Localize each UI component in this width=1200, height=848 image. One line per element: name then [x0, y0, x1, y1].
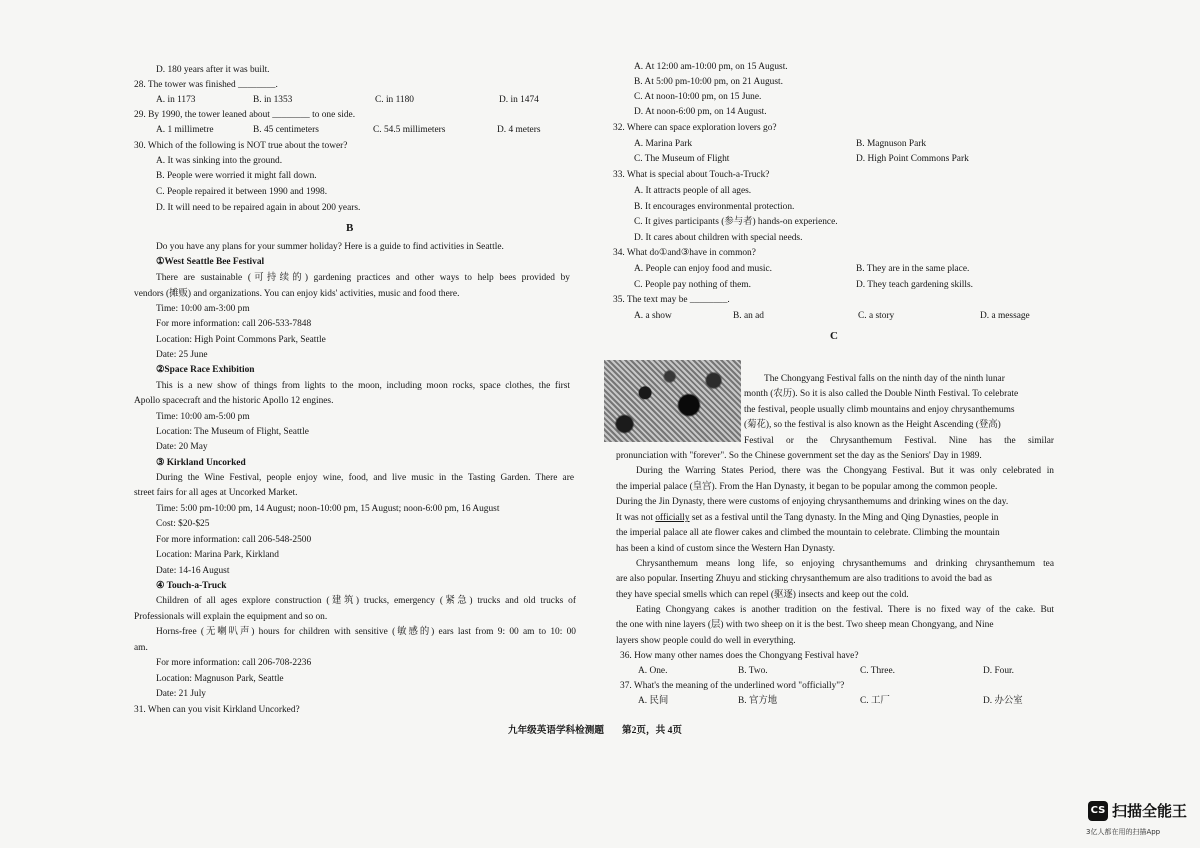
kirkland-desc-1: During the Wine Festival, people enjoy wine, food, and live music in the Tasting Garden. There are	[156, 473, 574, 483]
touch-a-truck-title: ④ Touch-a-Truck	[156, 581, 227, 591]
q34-option-a: A. People can enjoy food and music.	[634, 264, 772, 274]
q37-stem: 37. What's the meaning of the underlined word "officially"?	[620, 681, 845, 691]
space-race-location: Location: The Museum of Flight, Seattle	[156, 427, 309, 437]
q37-option-c: C. 工厂	[860, 696, 890, 706]
space-race-desc-2: Apollo spacecraft and the historic Apollo 12 engines.	[134, 396, 334, 406]
touch-a-truck-desc-1: Children of all ages explore construction (建筑) trucks, emergency (紧急) trucks and old trucks of	[156, 596, 576, 606]
space-race-title: ②Space Race Exhibition	[156, 365, 255, 375]
space-race-date: Date: 20 May	[156, 442, 208, 452]
section-c-heading: C	[830, 330, 838, 342]
q31-option-c: C. At noon-10:00 pm, on 15 June.	[634, 92, 762, 102]
bee-festival-title: ①West Seattle Bee Festival	[156, 257, 265, 267]
p2-text-before: It was not	[616, 513, 653, 523]
kirkland-location: Location: Marina Park, Kirkland	[156, 550, 279, 560]
camscanner-tagline: 3亿人都在用的扫描App	[1086, 828, 1161, 836]
q29-stem: 29. By 1990, the tower leaned about ________ to one side.	[134, 110, 356, 120]
q36-option-d: D. Four.	[983, 666, 1014, 676]
bee-festival-desc-2: vendors (摊贩) and organizations. You can enjoy kids' activities, music and food there.	[134, 289, 460, 299]
passage-c-p3-line-1: Chrysanthemum means long life, so enjoying chrysanthemums and drinking chrysanthemum tea	[636, 559, 1054, 569]
section-b-heading: B	[346, 222, 354, 234]
q34-option-c: C. People pay nothing of them.	[634, 280, 751, 290]
space-race-desc-1: This is a new show of things from lights to the moon, including moon rocks, space clothes, the first	[156, 381, 570, 391]
bee-festival-time: Time: 10:00 am-3:00 pm	[156, 304, 250, 314]
q32-option-d: D. High Point Commons Park	[856, 154, 969, 164]
q29-option-c: C. 54.5 millimeters	[373, 125, 446, 135]
passage-c-p2-line-3: During the Jin Dynasty, there were customs of enjoying chrysanthemums and drinking wines on the day.	[616, 497, 1009, 507]
bee-festival-desc-1: There are sustainable (可持续的) gardening practices and other ways to help bees provided by	[156, 273, 570, 283]
passage-b-intro: Do you have any plans for your summer holiday? Here is a guide to find activities in Seattle.	[156, 242, 504, 252]
touch-a-truck-info: For more information: call 206-708-2236	[156, 658, 312, 668]
q36-stem: 36. How many other names does the Chongyang Festival have?	[620, 651, 859, 661]
kirkland-desc-2: street fairs for all ages at Uncorked Market.	[134, 488, 298, 498]
passage-c-p1-line-5: Festival or the Chrysanthemum Festival. Nine has the similar	[744, 436, 1054, 446]
q34-option-b: B. They are in the same place.	[856, 264, 970, 274]
touch-a-truck-date: Date: 21 July	[156, 689, 206, 699]
passage-c-p2-line-6: has been a kind of custom since the Western Han Dynasty.	[616, 544, 835, 554]
q28-option-b: B. in 1353	[253, 95, 293, 105]
kirkland-time: Time: 5:00 pm-10:00 pm, 14 August; noon-10:00 pm, 15 August; noon-6:00 pm, 16 August	[156, 504, 500, 514]
footer-exam-title: 九年级英语学科检测题	[508, 725, 604, 736]
q28-stem: 28. The tower was finished ________.	[134, 80, 278, 90]
touch-a-truck-desc-3: Horns-free (无喇叭声) hours for children with sensitive (敏感的) ears last from 9: 00 am to 10: 00	[156, 627, 576, 637]
bee-festival-location: Location: High Point Commons Park, Seattle	[156, 335, 326, 345]
q33-stem: 33. What is special about Touch-a-Truck?	[613, 170, 770, 180]
touch-a-truck-location: Location: Magnuson Park, Seattle	[156, 674, 284, 684]
q33-option-b: B. It encourages environmental protection.	[634, 202, 795, 212]
q33-option-d: D. It cares about children with special needs.	[634, 233, 803, 243]
touch-a-truck-desc-4: am.	[134, 643, 148, 653]
q35-stem: 35. The text may be ________.	[613, 295, 730, 305]
bee-festival-info: For more information: call 206-533-7848	[156, 319, 312, 329]
q37-option-d: D. 办公室	[983, 696, 1023, 706]
q34-stem: 34. What do①and③have in common?	[613, 248, 756, 258]
q30-option-b: B. People were worried it might fall down.	[156, 171, 317, 181]
kirkland-cost: Cost: $20-$25	[156, 519, 210, 529]
q32-option-b: B. Magnuson Park	[856, 139, 927, 149]
q31-option-b: B. At 5:00 pm-10:00 pm, on 21 August.	[634, 77, 783, 87]
camscanner-watermark	[1088, 800, 1187, 821]
passage-c-p3-line-2: are also popular. Inserting Zhuyu and sticking chrysanthemum are also traditions to avoid the bad as	[616, 574, 992, 584]
q35-option-a: A. a show	[634, 311, 672, 321]
q31-option-a: A. At 12:00 am-10:00 pm, on 15 August.	[634, 62, 788, 72]
q29-option-a: A. 1 millimetre	[156, 125, 214, 135]
q35-option-d: D. a message	[980, 311, 1030, 321]
passage-c-p2-line-5: the imperial palace all ate flower cakes and climbed the mountain to celebrate. Climbing the mountain	[616, 528, 1000, 538]
underlined-word-officially: officially	[655, 513, 690, 523]
passage-c-p3-line-3: they have special smells which can repel (驱逐) insects and keep out the cold.	[616, 590, 909, 600]
q32-stem: 32. Where can space exploration lovers go?	[613, 123, 777, 133]
q30-option-c: C. People repaired it between 1990 and 1998.	[156, 187, 328, 197]
touch-a-truck-desc-2: Professionals will explain the equipment and so on.	[134, 612, 328, 622]
q30-option-a: A. It was sinking into the ground.	[156, 156, 283, 166]
camscanner-logo-icon: CS	[1088, 801, 1108, 821]
q33-option-c: C. It gives participants (参与者) hands-on experience.	[634, 217, 838, 227]
passage-c-p1-line-2: month (农历). So it is also called the Double Ninth Festival. To celebrate	[744, 389, 1019, 399]
passage-c-p4-line-1: Eating Chongyang cakes is another tradition on the festival. There is no fixed way of the cake. But	[636, 605, 1054, 615]
kirkland-title: ③ Kirkland Uncorked	[156, 458, 246, 468]
q35-option-b: B. an ad	[733, 311, 764, 321]
passage-c-p1-line-6: pronunciation with "forever". So the Chinese government set the day as the Seniors' Day in 1989.	[616, 451, 982, 461]
footer-page-number: 第2页，共 4页	[622, 725, 682, 736]
passage-c-p2-line-4	[616, 514, 998, 523]
passage-c-p1-line-4: (菊花), so the festival is also known as the Height Ascending (登高)	[744, 420, 1001, 430]
q28-option-c: C. in 1180	[375, 95, 414, 105]
q36-option-a: A. One.	[638, 666, 668, 676]
q29-option-b: B. 45 centimeters	[253, 125, 319, 135]
passage-c-p1-line-1: The Chongyang Festival falls on the ninth day of the ninth lunar	[764, 374, 1005, 384]
q36-option-c: C. Three.	[860, 666, 895, 676]
passage-c-p1-line-3: the festival, people usually climb mountains and enjoy chrysanthemums	[744, 405, 1015, 415]
q31-stem: 31. When can you visit Kirkland Uncorked?	[134, 705, 300, 715]
space-race-time: Time: 10:00 am-5:00 pm	[156, 412, 250, 422]
kirkland-date: Date: 14-16 August	[156, 566, 230, 576]
q28-option-d: D. in 1474	[499, 95, 539, 105]
passage-c-p2-line-1: During the Warring States Period, there was the Chongyang Festival. But it was only celebrated in	[636, 466, 1054, 476]
q31-option-d: D. At noon-6:00 pm, on 14 August.	[634, 107, 767, 117]
p2-text-after: set as a festival until the Tang dynasty. In the Ming and Qing Dynasties, people in	[691, 513, 999, 523]
q33-option-a: A. It attracts people of all ages.	[634, 186, 752, 196]
q34-option-d: D. They teach gardening skills.	[856, 280, 973, 290]
q32-option-c: C. The Museum of Flight	[634, 154, 730, 164]
chrysanthemum-photo	[604, 360, 741, 442]
passage-c-p4-line-3: layers show people could do well in everything.	[616, 636, 796, 646]
q37-option-b: B. 官方地	[738, 696, 778, 706]
bee-festival-date: Date: 25 June	[156, 350, 208, 360]
q30-stem: 30. Which of the following is NOT true about the tower?	[134, 141, 348, 151]
passage-c-p2-line-2: the imperial palace (皇宫). From the Han Dynasty, it began to be popular among the common people.	[616, 482, 998, 492]
q27-option-d: D. 180 years after it was built.	[156, 65, 270, 75]
q32-option-a: A. Marina Park	[634, 139, 693, 149]
q35-option-c: C. a story	[858, 311, 895, 321]
q30-option-d: D. It will need to be repaired again in about 200 years.	[156, 203, 361, 213]
q36-option-b: B. Two.	[738, 666, 768, 676]
camscanner-brand-name: 扫描全能王	[1112, 802, 1188, 820]
kirkland-info: For more information: call 206-548-2500	[156, 535, 312, 545]
q28-option-a: A. in 1173	[156, 95, 196, 105]
passage-c-p4-line-2: the one with nine layers (层) with two sheep on it is the best. Two sheep mean Chongyang, and Nine	[616, 620, 994, 630]
q37-option-a: A. 民间	[638, 696, 669, 706]
q29-option-d: D. 4 meters	[497, 125, 541, 135]
